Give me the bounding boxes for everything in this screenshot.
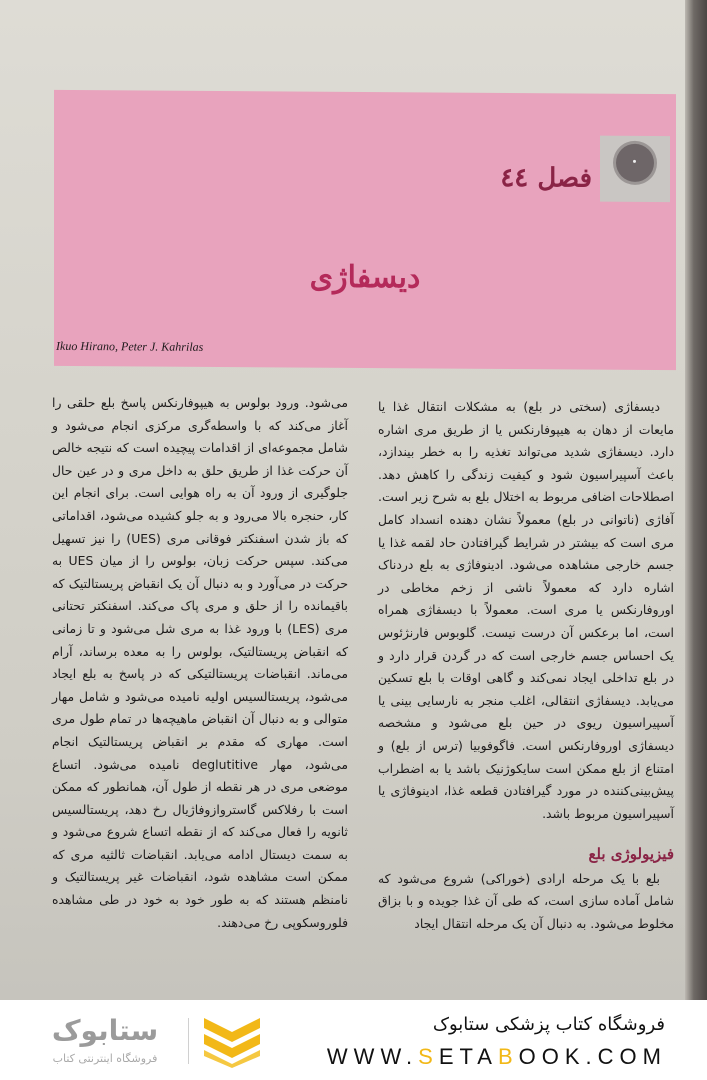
continued-paragraph: می‌شود. ورود بولوس به هیپوفارنکس پاسخ بلع حلقی را آغاز می‌کند که با واسطه‌گری مرکزی انجام می‌شود و شامل مجموعه‌ای از اقدامات پیچیده است که نتیجه خالص آن حرکت غذا از طریق حلق به داخل مری و در عین حال جلوگیری از ورود آن به راه هوایی است. برای انجام این کار، حنجره بالا می‌رود و به جلو کشیده می‌شود، اقداماتی که باز شدن اسفنکتر فوقانی مری (UES) را نیز تسهیل می‌کند. سپس حرکت زبان، بولوس را از میان UES به حرکت در می‌آورد و به دنبال آن یک انقباض پریستالتیک که باقیمانده را از حلق و مری پاک می‌کند. اسفنکتر تحتانی مری (LES) با ورود غذا به مری شل می‌شود و تا زمانی که انقباض پریستالتیک، بولوس را به معده برساند، آرام می‌ماند. انقباضات پریستالتیکی که در پاسخ به بلع ایجاد می‌شود، پریستالسیس اولیه نامیده می‌شود و شامل مهار متوالی و به دنبال آن انقباض ماهیچه‌ها در تمام طول مری است. مهاری که مقدم بر انقباض پریستالتیک انجام می‌شود، مهار deglutitive نامیده می‌شود. اتساع موضعی مری در هر نقطه از طول آن، همانطور که ممکن است با رفلاکس گاستروازوفاژیال رخ دهد، پریستالسیس ثانویه را فعال می‌کند که از نقطه اتساع شروع می‌شود و به سمت دیستال ادامه می‌یابد. انقباضات ثالثیه مری که ممکن است مشاهده شود، انقباضات غیر پریستالتیک و نامنظم هستند که به طور خود به خود در طی مشاهده فلوروسکوپی رخ می‌دهند. [52, 395, 349, 930]
shop-name: فروشگاه کتاب پزشکی ستابوک [432, 1014, 665, 1035]
shop-url[interactable] [327, 1044, 667, 1070]
intro-paragraph: دیسفاژی (سختی در بلع) به مشکلات انتقال غذا یا مایعات از دهان به هیپوفارنکس یا از طریق مری اشاره دارد. دیسفاژی شدید می‌تواند تغذیه را به خطر بیندازد، باعث آسپیراسیون شود و کیفیت زندگی را کاهش دهد. اصطلاحات اضافی مربوط به اختلال بلع به شرح زیر است. آفاژی (ناتوانی در بلع) معمولاً نشان دهنده انسداد کامل مری است که بیشتر در شرایط گیرافتادن حاد لقمه غذا یا جسم خارجی مشاهده می‌شود. ادینوفاژی به بلع دردناک اشاره دارد که معمولاً ناشی از زخم مخاطی در اوروفارنکس یا مری است. معمولاً با دیسفاژی همراه است، اما برعکس آن درست نیست. گلوبوس فارنژئوس یک احساس جسم خارجی است که در گردن قرار دارد و در بلع تداخلی ایجاد نمی‌کند و گاهی اوقات با بلع تسکین می‌یابد. دیسفاژی انتقالی، اغلب منجر به نارسایی بینی یا آسپیراسیون ریوی در حین بلع می‌شود و مشخصه دیسفاژی اوروفارنکس است. فاگوفوبیا (ترس از بلع) و امتناع از بلع ممکن است سایکوژنیک باشد یا به اضطراب پیش‌بینی‌کننده در مورد گیرافتادن قطعه غذا، ادینوفاژی یا آسپیراسیون مربوط باشد. [378, 399, 674, 821]
logo-divider [188, 1018, 189, 1064]
section-paragraph: بلع با یک مرحله ارادی (خوراکی) شروع می‌شود که شامل آماده سازی است، که طی آن غذا جویده و با بزاق مخلوط می‌شود. به دنبال آن یک مرحله انتقال ایجاد [378, 870, 674, 932]
chapter-authors: Ikuo Hirano, Peter J. Kahrilas [56, 338, 204, 354]
book-spine-shadow [685, 0, 707, 1000]
chapter-number: فصل ٤٤ [500, 162, 592, 194]
right-text-column [378, 396, 674, 936]
chevron-stack-logo-icon [200, 1016, 264, 1068]
logo-wordmark: ستابوک [51, 1014, 159, 1047]
url-part: OOK.COM [518, 1044, 667, 1069]
logo-subtitle: فروشگاه اینترنتی کتاب [52, 1052, 158, 1065]
left-text-column [52, 392, 348, 934]
section-heading: فیزیولوژی بلع [588, 845, 674, 864]
chapter-title: دیسفاژی [309, 259, 421, 296]
url-part: ETA [438, 1044, 498, 1069]
ink-blot-icon [616, 144, 654, 182]
url-highlight: B [497, 1044, 519, 1069]
watermark-footer [0, 1000, 707, 1080]
url-highlight: S [418, 1044, 439, 1069]
chapter-thumbnail [600, 136, 670, 202]
url-part: WWW. [326, 1044, 419, 1069]
chapter-banner [54, 90, 676, 370]
